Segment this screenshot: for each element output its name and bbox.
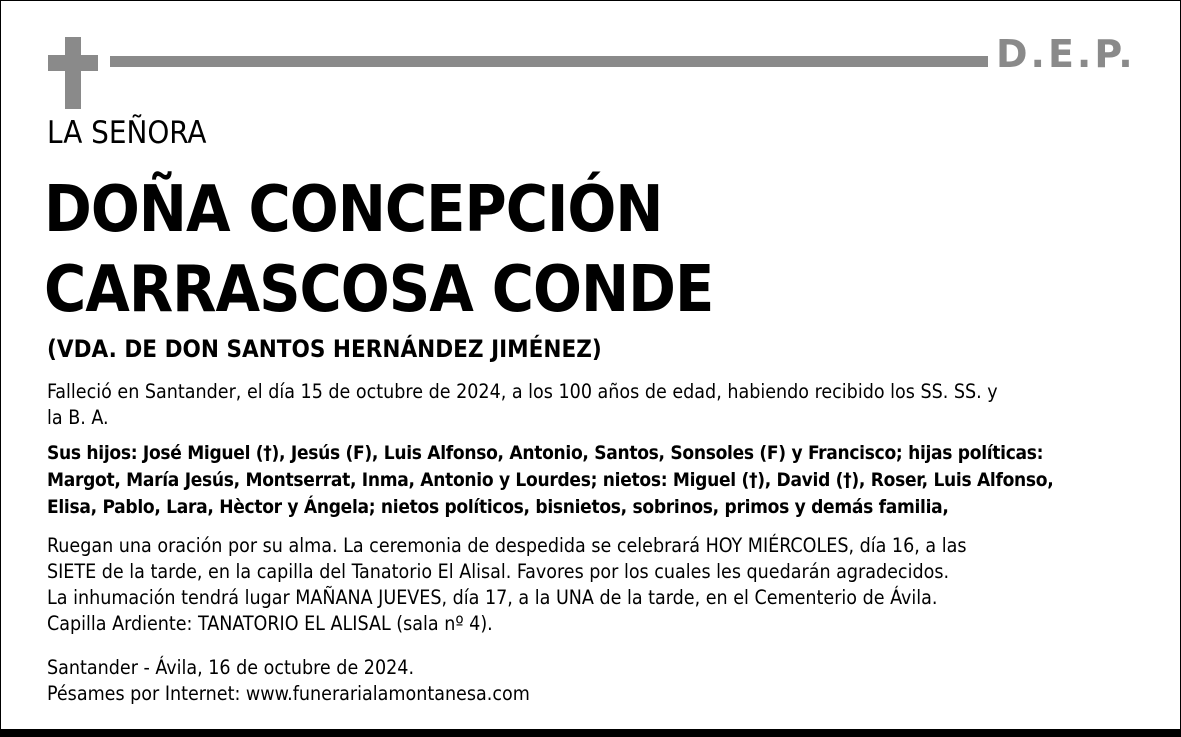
death-notice — [47, 379, 1142, 431]
family-line: Sus hijos: José Miguel (†), Jesús (F), Luis Alfonso, Antonio, Santos, Sonsoles (F) y Francisco; hijas políticas: — [47, 442, 1044, 464]
bottom-bar — [0, 729, 1181, 737]
family-list — [47, 440, 1142, 521]
family-line: Margot, María Jesús, Montserrat, Inma, Antonio y Lourdes; nietos: Miguel (†), David (†), Roser, Luis Alfonso, — [47, 469, 1054, 491]
cross-icon — [48, 37, 98, 109]
ceremony-line: Ruegan una oración por su alma. La ceremonia de despedida se celebrará HOY MIÉRCOLES, día 16, a las — [47, 534, 967, 557]
ceremony-line: Capilla Ardiente: TANATORIO EL ALISAL (sala nº 4). — [47, 612, 493, 635]
name-line-1: DOÑA CONCEPCIÓN — [44, 173, 663, 247]
place-date: Santander - Ávila, 16 de octubre de 2024. — [47, 656, 415, 679]
honorific: LA SEÑORA — [47, 115, 207, 151]
ceremony-line: La inhumación tendrá lugar MAÑANA JUEVES, día 17, a la UNA de la tarde, en el Cementerio de Ávila. — [47, 586, 938, 609]
dep-label: D.E.P. — [996, 32, 1136, 76]
death-notice-line: Falleció en Santander, el día 15 de octubre de 2024, a los 100 años de edad, habiendo recibido los SS. SS. y — [47, 380, 998, 403]
header-rule — [110, 56, 988, 67]
widow-of: (VDA. DE DON SANTOS HERNÁNDEZ JIMÉNEZ) — [47, 335, 602, 363]
death-notice-line: la B. A. — [47, 406, 109, 429]
condolences-link[interactable]: Pésames por Internet: www.funerarialamontanesa.com — [47, 682, 530, 705]
ceremony-details — [47, 533, 1142, 637]
footer — [47, 655, 1142, 707]
family-line: Elisa, Pablo, Lara, Hèctor y Ángela; nietos políticos, bisnietos, sobrinos, primos y demás familia, — [47, 496, 949, 518]
ceremony-line: SIETE de la tarde, en la capilla del Tanatorio El Alisal. Favores por los cuales les quedarán agradecidos. — [47, 560, 950, 583]
deceased-name — [44, 170, 713, 330]
name-line-2: CARRASCOSA CONDE — [44, 253, 714, 327]
